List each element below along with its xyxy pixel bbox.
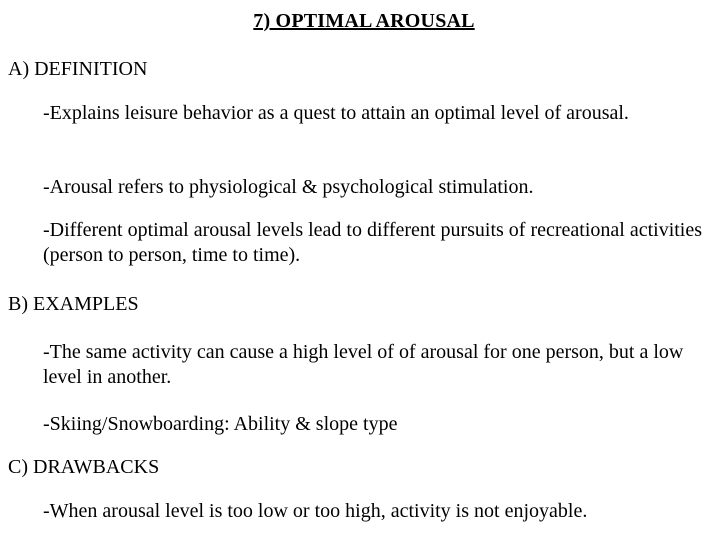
- definition-point-1: -Explains leisure behavior as a quest to attain an optimal level of arousal.: [43, 102, 629, 124]
- section-heading-definition: A) DEFINITION: [8, 58, 148, 80]
- examples-point-2: -Skiing/Snowboarding: Ability & slope type: [43, 413, 398, 435]
- definition-point-2: -Arousal refers to physiological & psychological stimulation.: [43, 176, 534, 198]
- slide-title: 7) OPTIMAL AROUSAL: [253, 10, 475, 32]
- drawbacks-point-1: -When arousal level is too low or too high, activity is not enjoyable.: [43, 500, 588, 522]
- definition-point-3: -Different optimal arousal levels lead to different pursuits of recreational activities (person to person, time to time).: [43, 219, 703, 266]
- examples-point-1: -The same activity can cause a high level of of arousal for one person, but a low level in another.: [43, 341, 684, 388]
- section-heading-examples: B) EXAMPLES: [8, 293, 139, 315]
- section-heading-drawbacks: C) DRAWBACKS: [8, 456, 160, 478]
